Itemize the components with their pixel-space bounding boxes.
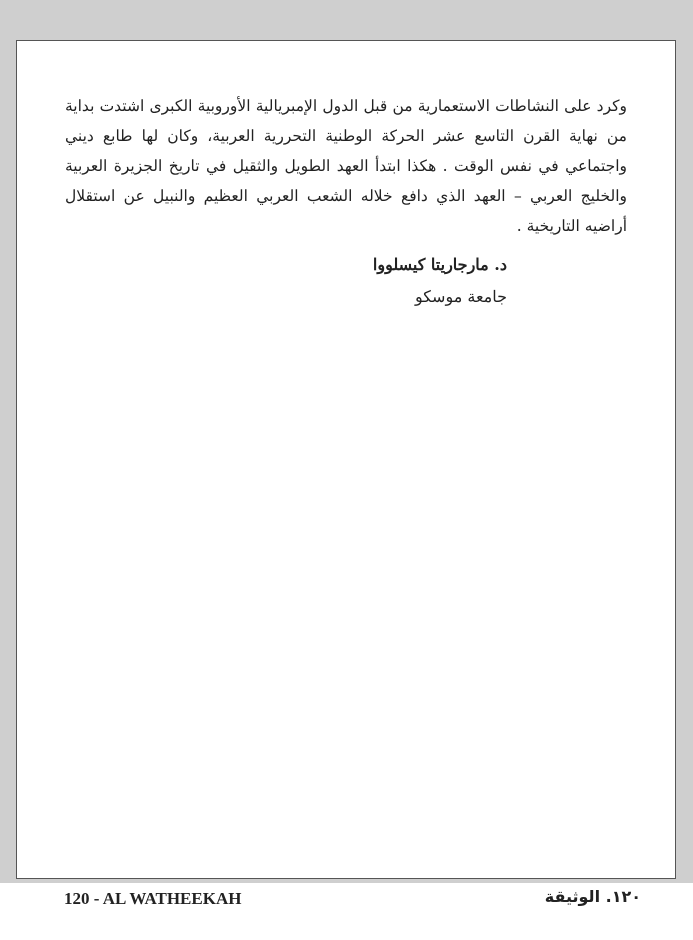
- footer-page-label-latin: 120 - AL WATHEEKAH: [64, 889, 242, 908]
- body-paragraph: وكرد على النشاطات الاستعمارية من قبل الدول الإمبريالية الأوروبية الكبرى اشتدت بداية من نهاية القرن التاسع عشر الحركة الوطنية التحررية العربية، وكان لها طابع ديني واجتماعي في نفس الوقت . هكذا ابتدأ العهد الطويل والثقيل في تاريخ الجزيرة العربية والخليج العربي – العهد الذي دافع خلاله الشعب العربي العظيم والنبيل عن استقلال أراضيه التاريخية .: [65, 97, 627, 235]
- page-footer: [0, 883, 693, 940]
- signature-block: [65, 249, 507, 313]
- footer-page-label-arabic: ١٢٠. الوثيقة: [544, 887, 641, 906]
- content-area: [65, 91, 627, 313]
- content-panel: [16, 40, 676, 879]
- signature-name: د. مارجاريتا كيسلووا: [372, 255, 507, 274]
- signature-affiliation: جامعة موسكو: [414, 287, 507, 306]
